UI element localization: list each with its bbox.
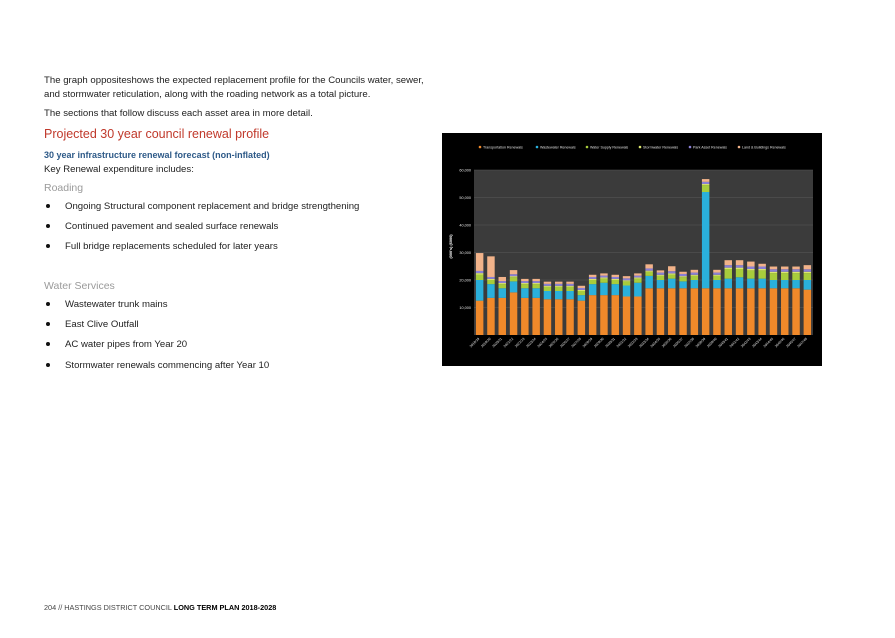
bar-segment [600, 278, 607, 279]
bar-segment [770, 273, 777, 280]
x-tick-label: 2039/40 [706, 336, 718, 349]
bar-segment [736, 288, 743, 335]
bar-segment [600, 283, 607, 295]
bar-segment [657, 270, 664, 272]
bar-segment [476, 253, 483, 271]
x-tick-label: 2021/22 [502, 336, 515, 349]
bar-segment [804, 269, 811, 271]
bar-segment [713, 280, 720, 288]
bar-segment [770, 272, 777, 273]
bar-segment [623, 297, 630, 336]
bar-segment [792, 273, 799, 280]
bar-segment [691, 288, 698, 335]
bar-segment [645, 288, 652, 335]
bar-segment [634, 273, 641, 275]
bar-segment [612, 277, 619, 279]
footer-prefix: 204 // HASTINGS DISTRICT COUNCIL [44, 603, 174, 612]
bar-segment [487, 279, 494, 280]
bar-segment [510, 292, 517, 335]
bar-segment [792, 280, 799, 288]
bar-segment [668, 288, 675, 335]
bar-segment [521, 298, 528, 335]
water-services-list [44, 298, 269, 379]
bar-segment [645, 271, 652, 272]
bar-segment [634, 283, 641, 297]
bar-segment [691, 275, 698, 276]
bar-segment [578, 286, 585, 288]
bar-segment [521, 279, 528, 281]
x-tick-label: 2041/42 [728, 336, 741, 349]
x-tick-label: 2033/34 [638, 336, 650, 349]
bar-segment [612, 280, 619, 284]
bar-segment [679, 272, 686, 274]
bar-segment [702, 192, 709, 288]
roading-heading: Roading [44, 182, 84, 194]
y-tick-label: 20,000 [459, 278, 471, 283]
bar-segment [679, 281, 686, 288]
bar-segment [758, 269, 765, 270]
bar-segment [657, 288, 664, 335]
bar-segment [510, 270, 517, 274]
bar-segment [623, 276, 630, 278]
key-renewal-line: Key Renewal expenditure includes: [44, 164, 194, 175]
bar-segment [600, 276, 607, 278]
bar-segment [510, 276, 517, 277]
bar-segment [589, 284, 596, 295]
bar-segment [487, 280, 494, 284]
bar-segment [645, 276, 652, 288]
bar-segment [781, 273, 788, 280]
bar-segment [645, 268, 652, 270]
x-tick-label: 2042/43 [740, 336, 752, 349]
bar-segment [476, 280, 483, 301]
bar-segment [510, 277, 517, 281]
bar-segment [657, 275, 664, 276]
x-tick-label: 2046/47 [785, 336, 797, 349]
x-tick-label: 2027/28 [570, 336, 583, 349]
x-tick-label: 2038/39 [694, 336, 707, 349]
legend-marker [479, 146, 482, 149]
bar-segment [725, 260, 732, 265]
bar-segment [702, 184, 709, 185]
bar-segment [668, 271, 675, 273]
x-tick-label: 2045/46 [773, 336, 786, 349]
bar-segment [487, 298, 494, 335]
bar-segment [747, 267, 754, 269]
y-tick-label: 10,000 [459, 306, 471, 310]
bar-segment [770, 269, 777, 271]
water-services-heading: Water Services [44, 280, 115, 292]
legend-label: Park Asset Renewals [693, 145, 727, 150]
renewal-chart [442, 133, 822, 366]
bar-segment [532, 281, 539, 283]
bar-segment [555, 282, 562, 284]
bar-segment [713, 288, 720, 335]
bar-segment [781, 288, 788, 335]
page-footer [44, 603, 276, 612]
bar-segment [736, 260, 743, 265]
bar-segment [521, 288, 528, 298]
x-tick-label: 2031/32 [615, 336, 628, 349]
bar-segment [499, 277, 506, 281]
bar-segment [747, 262, 754, 267]
bar-segment [544, 299, 551, 335]
bar-segment [736, 277, 743, 288]
bar-segment [499, 283, 506, 284]
bar-segment [623, 278, 630, 280]
bar-segment [725, 279, 732, 289]
bar-segment [758, 279, 765, 289]
bar-segment [555, 291, 562, 299]
bar-segment [623, 281, 630, 285]
x-tick-label: 2036/37 [672, 336, 684, 349]
bar-segment [702, 179, 709, 182]
bar-segment [589, 295, 596, 335]
bar-segment [725, 265, 732, 267]
bar-segment [578, 301, 585, 335]
bar-segment [691, 276, 698, 280]
bar-segment [566, 287, 573, 291]
bar-segment [521, 284, 528, 288]
bar-segment [747, 270, 754, 278]
x-tick-label: 2032/33 [627, 336, 639, 349]
intro-line-1: The graph oppositeshows the expected replacement profile for the Councils water, sewer, [44, 75, 424, 86]
bar-segment [487, 277, 494, 279]
x-tick-label: 2047/48 [796, 336, 809, 349]
bar-segment [679, 276, 686, 277]
bar-segment [770, 288, 777, 335]
bar-segment [634, 278, 641, 279]
x-tick-label: 2019/20 [480, 336, 492, 349]
bar-segment [612, 295, 619, 335]
bar-segment [532, 284, 539, 288]
bar-segment [510, 281, 517, 292]
bar-segment [510, 274, 517, 276]
bar-segment [634, 297, 641, 336]
roading-item-3: Full bridge replacements scheduled for later years [44, 240, 359, 260]
bar-segment [544, 291, 551, 299]
bar-segment [668, 279, 675, 289]
bar-segment [589, 275, 596, 277]
legend-marker [738, 146, 741, 149]
roading-item-2: Continued pavement and sealed surface renewals [44, 220, 359, 240]
x-tick-label: 2026/27 [559, 336, 571, 349]
footer-title: LONG TERM PLAN 2018-2028 [173, 603, 277, 612]
x-tick-label: 2044/45 [762, 336, 775, 349]
bar-segment [612, 275, 619, 277]
bar-segment [657, 280, 664, 288]
bar-segment [679, 288, 686, 335]
bar-segment [691, 273, 698, 275]
bar-segment [713, 273, 720, 275]
bar-segment [679, 277, 686, 281]
bar-segment [736, 265, 743, 267]
bar-segment [521, 283, 528, 284]
bar-segment [476, 271, 483, 273]
x-tick-label: 2030/31 [604, 336, 616, 349]
bar-segment [691, 270, 698, 273]
bar-segment [634, 276, 641, 278]
bar-segment [645, 264, 652, 268]
bar-segment [657, 273, 664, 275]
bar-segment [623, 280, 630, 281]
roading-item-1: Ongoing Structural component replacement and bridge strengthening [44, 200, 359, 220]
x-tick-label: 2043/44 [751, 336, 763, 349]
bar-segment [668, 275, 675, 279]
bar-segment [566, 286, 573, 287]
legend-label: Land & Buildings Renewals [742, 145, 786, 150]
bar-segment [578, 290, 585, 291]
bar-segment [499, 281, 506, 283]
bar-segment [544, 287, 551, 291]
bar-segment [532, 283, 539, 284]
bar-segment [668, 266, 675, 271]
bar-segment [612, 284, 619, 295]
bar-segment [476, 273, 483, 274]
bar-segment [781, 267, 788, 270]
x-tick-label: 2022/23 [514, 336, 526, 349]
x-tick-label: 2040/41 [717, 336, 729, 349]
legend-label: Transportation Renewals [483, 145, 523, 150]
legend-label: Water Supply Renewals [590, 145, 629, 150]
x-tick-label: 2025/26 [547, 336, 560, 349]
water-item-4: Stormwater renewals commencing after Year 10 [44, 359, 269, 379]
bar-segment [781, 272, 788, 273]
bar-segment [804, 265, 811, 269]
bar-segment [532, 288, 539, 298]
bar-segment [578, 291, 585, 295]
bar-segment [758, 267, 765, 269]
bar-segment [702, 185, 709, 192]
x-tick-label: 2034/35 [649, 336, 662, 349]
x-tick-label: 2020/21 [491, 336, 503, 349]
roading-list [44, 200, 359, 261]
bar-segment [792, 267, 799, 270]
legend-marker [689, 146, 692, 149]
bar-segment [499, 288, 506, 298]
bar-segment [781, 280, 788, 288]
bar-segment [804, 290, 811, 335]
bar-segment [725, 269, 732, 279]
bar-segment [623, 286, 630, 297]
legend-marker [639, 146, 642, 149]
bar-segment [691, 280, 698, 288]
bar-segment [702, 288, 709, 335]
bar-segment [792, 272, 799, 273]
water-item-2: East Clive Outfall [44, 318, 269, 338]
bar-segment [747, 279, 754, 289]
bar-segment [487, 256, 494, 277]
bar-segment [499, 298, 506, 335]
x-tick-label: 2024/25 [536, 336, 549, 349]
intro-line-2: and stormwater reticulation, along with the roading network as a total picture. [44, 89, 371, 100]
bar-segment [555, 284, 562, 286]
bar-segment [578, 295, 585, 301]
bar-segment [499, 284, 506, 288]
x-tick-label: 2028/29 [581, 336, 594, 349]
legend-label: Wastewater Renewals [540, 145, 576, 150]
bar-segment [792, 288, 799, 335]
bar-segment [713, 270, 720, 273]
y-tick-label: 50,000 [459, 196, 471, 200]
bar-segment [600, 273, 607, 275]
bar-segment [566, 284, 573, 286]
bar-segment [747, 269, 754, 270]
subheading-forecast: 30 year infrastructure renewal forecast (non-inflated) [44, 150, 270, 160]
bar-segment [702, 182, 709, 184]
bar-segment [589, 277, 596, 279]
bar-segment [555, 299, 562, 335]
bar-segment [804, 272, 811, 273]
legend-label: Stormwater Renewals [643, 145, 679, 150]
bar-segment [566, 282, 573, 284]
bar-segment [713, 276, 720, 280]
bar-segment [725, 268, 732, 269]
bar-segment [736, 269, 743, 277]
legend-marker [536, 146, 539, 149]
bar-segment [725, 288, 732, 335]
bar-segment [521, 281, 528, 283]
bar-segment [555, 287, 562, 291]
bar-segment [476, 275, 483, 281]
water-item-3: AC water pipes from Year 20 [44, 338, 269, 358]
x-tick-label: 2029/30 [593, 336, 605, 349]
bar-segment [634, 279, 641, 283]
bar-segment [600, 295, 607, 335]
bar-segment [804, 280, 811, 290]
renewal-chart-svg [442, 133, 822, 366]
x-tick-label: 2035/36 [660, 336, 673, 349]
bar-segment [589, 280, 596, 284]
bar-segment [578, 288, 585, 290]
bar-segment [747, 288, 754, 335]
y-axis-label: (000's) ($000) [449, 234, 453, 259]
bar-segment [600, 279, 607, 283]
bar-segment [758, 264, 765, 267]
bar-segment [487, 284, 494, 298]
bar-segment [612, 279, 619, 280]
bar-segment [544, 284, 551, 286]
bar-segment [792, 269, 799, 271]
bar-segment [758, 270, 765, 278]
bar-segment [645, 272, 652, 276]
bar-segment [770, 267, 777, 270]
bar-segment [758, 288, 765, 335]
bar-segment [657, 276, 664, 280]
bar-segment [589, 279, 596, 280]
y-tick-label: 30,000 [459, 251, 471, 255]
bar-segment [804, 273, 811, 280]
bar-segment [532, 279, 539, 281]
bar-segment [736, 268, 743, 269]
bar-segment [476, 301, 483, 335]
y-tick-label: 40,000 [459, 223, 471, 228]
bar-segment [770, 280, 777, 288]
water-item-1: Wastewater trunk mains [44, 298, 269, 318]
x-tick-label: 2018/19 [468, 336, 481, 349]
bar-segment [668, 273, 675, 274]
bar-segment [781, 269, 788, 271]
bar-segment [555, 286, 562, 287]
bar-segment [544, 286, 551, 287]
heading-renewal-profile: Projected 30 year council renewal profile [44, 127, 270, 141]
bar-segment [532, 298, 539, 335]
bar-segment [566, 291, 573, 299]
legend-marker [586, 146, 589, 149]
x-tick-label: 2037/38 [683, 336, 696, 349]
bar-segment [679, 274, 686, 276]
y-tick-label: 60,000 [459, 168, 471, 173]
bar-segment [566, 299, 573, 335]
bar-segment [544, 282, 551, 284]
bar-segment [713, 275, 720, 276]
x-tick-label: 2023/24 [525, 336, 537, 349]
intro-line-3: The sections that follow discuss each asset area in more detail. [44, 108, 313, 119]
